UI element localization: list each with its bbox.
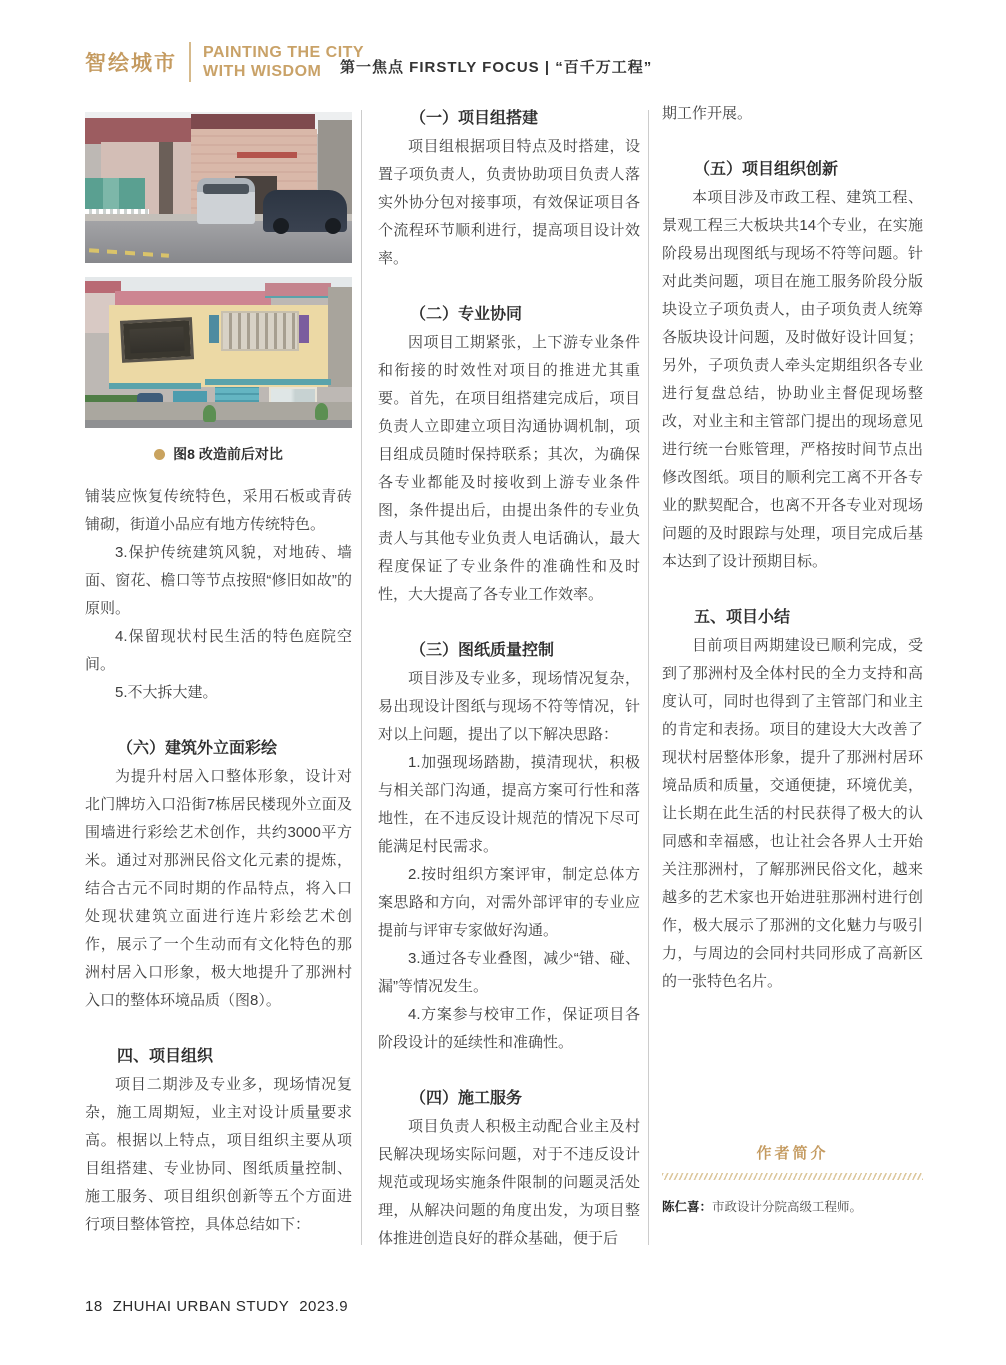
paragraph: 5.不大拆大建。 <box>115 684 218 701</box>
column-divider <box>361 110 362 1245</box>
paragraph: 项目二期涉及专业多，现场情况复杂，施工周期短，业主对设计质量要求高。根据以上特点，项目组织主要从项目组搭建、专业协同、图纸质量控制、施工服务、项目组织创新等五个方面进行项目整体管控，具体总结如下： <box>85 1076 352 1233</box>
subsection-heading: （一）项目组搭建 <box>410 110 539 127</box>
column-divider <box>648 110 649 1245</box>
section-heading: 五、项目小结 <box>694 609 791 626</box>
photo-after <box>85 277 352 428</box>
paragraph: 4.保留现状村民生活的特色庭院空间。 <box>85 628 352 673</box>
subsection-heading: （三）图纸质量控制 <box>410 642 555 659</box>
mural-photo-shape <box>221 311 299 351</box>
section-heading: 四、项目组织 <box>117 1048 214 1065</box>
figure-caption <box>85 443 352 465</box>
building-shape <box>328 287 352 387</box>
caption-bullet-icon <box>154 449 165 460</box>
paragraph: 项目涉及专业多，现场情况复杂，易出现设计图纸与现场不符等情况，针对以上问题，提出了以下解决思路： <box>378 670 640 743</box>
paragraph: 期工作开展。 <box>662 105 753 122</box>
paragraph: 3.保护传统建筑风貌，对地砖、墙面、窗花、檐口等节点按照“修旧如故”的原则。 <box>85 544 352 617</box>
column-right <box>662 100 923 1216</box>
mural-artwork-shape <box>120 317 194 363</box>
paragraph: 本项目涉及市政工程、建筑工程、景观工程三大板块共14个专业，在实施阶段易出现图纸与现场不符等问题。针对此类问题，项目在施工服务阶段分版块设立子项负责人，由子项负责人统筹各版块设计问题，及时做好设计回复；另外，子项负责人牵头定期组织各专业进行复盘总结，协助业主督促现场整改，对业主和主管部门提出的现场意见进行统一台账管理，严格按时间节点出修改图纸。项目的顺利完工离不开各专业的默契配合，也离不开各专业对现场问题的及时跟踪与处理，项目完成后基本达到了设计预期目标。 <box>662 189 923 570</box>
journal-name: ZHUHAI URBAN STUDY <box>112 1298 290 1315</box>
paragraph: 4.方案参与校审工作，保证项目各阶段设计的延续性和准确性。 <box>378 1006 640 1051</box>
author-role: 市政设计分院高级工程师。 <box>712 1200 863 1214</box>
page-footer <box>85 1298 358 1315</box>
paragraph: 铺装应恢复传统特色，采用石板或青砖铺砌，街道小品应有地方传统特色。 <box>85 488 352 533</box>
banner-shape <box>237 152 297 158</box>
painted-figure-shape <box>299 315 309 343</box>
paragraph: 3.通过各专业叠图，减少“错、碰、漏”等情况发生。 <box>378 950 640 995</box>
logo-english-line2: WITH WISDOM <box>203 63 322 80</box>
page-number: 18 <box>85 1298 103 1315</box>
subsection-heading: （六）建筑外立面彩绘 <box>117 740 278 757</box>
author-profile-title: 作者简介 <box>756 1145 829 1162</box>
column-middle <box>378 105 640 1253</box>
paragraph: 因项目工期紧张，上下游专业条件和衔接的时效性对项目的推进尤其重要。首先，在项目组搭建完成后，项目负责人立即建立项目沟通协调机制，项目组成员随时保持联系；其次，为确保各专业都能及时接收到上游专业条件图，条件提出后，由提出条件的专业负责人与其他专业负责人电话确认，最大程度保证了专业条件的准确性和及时性，大大提高了各专业工作效率。 <box>378 334 640 603</box>
section-title: 第一焦点 FIRSTLY FOCUS | “百千万工程” <box>340 59 653 76</box>
page-header <box>85 42 946 94</box>
subsection-heading: （二）专业协同 <box>410 306 523 323</box>
subsection-heading: （四）施工服务 <box>410 1090 523 1107</box>
author-bio <box>662 1198 923 1216</box>
paragraph: 1.加强现场踏勘，摸清现状，积极与相关部门沟通，提高方案可行性和落地性，在不违反设计规范的情况下尽可能满足村民需求。 <box>378 754 640 855</box>
journal-logo <box>85 42 364 82</box>
paragraph: 为提升村居入口整体形象，设计对北门牌坊入口沿街7栋居民楼现外立面及围墙进行彩绘艺术创作，共约3000平方米。通过对那洲民俗文化元素的提炼，结合古元不同时期的作品特点，将入口处现状建筑立面进行连片彩绘艺术创作，展示了一个生动而有文化特色的那洲村居入口形象，极大地提升了那洲村入口的整体环境品质（图8）。 <box>85 768 352 1009</box>
caption-text: 图8 改造前后对比 <box>173 446 283 462</box>
paragraph: 目前项目两期建设已顺利完成，受到了那洲村及全体村民的全力支持和高度认可，同时也得到了主管部门和业主的肯定和表扬。项目的建设大大改善了现状村居整体形象，提升了那洲村居环境品质和质量，交通便捷，环境优美，让长期在此生活的村民获得了极大的认同感和幸福感，也让社会各界人士开始关注那洲村，了解那洲民俗文化，越来越多的艺术家也开始进驻那洲村进行创作，极大展示了那洲的文化魅力与吸引力，与周边的会同村共同形成了高新区的一张特色名片。 <box>662 637 923 990</box>
issue-date: 2023.9 <box>299 1298 349 1315</box>
awning-shape <box>205 379 331 385</box>
mural-wall-shape <box>85 178 145 210</box>
logo-english-line1: PAINTING THE CITY <box>203 44 365 61</box>
hatch-divider <box>662 1173 923 1180</box>
paragraph: 项目组根据项目特点及时搭建，设置子项负责人，负责协助项目负责人落实外协分包对接事项，有效保证项目各个流程环节顺利进行，提高项目设计效率。 <box>378 138 640 267</box>
plant-shape <box>315 403 328 420</box>
roof-shape <box>85 118 195 144</box>
author-name: 陈仁喜： <box>662 1200 713 1214</box>
column-left <box>85 112 352 1239</box>
pavement-shape <box>85 402 352 428</box>
author-profile <box>662 1144 923 1216</box>
plant-shape <box>203 405 216 422</box>
roof-shape <box>265 283 331 298</box>
awning-shape <box>109 383 201 389</box>
photo-before <box>85 112 352 263</box>
roof-shape <box>191 114 315 129</box>
van-window-shape <box>203 184 249 194</box>
wheel-shape <box>273 218 289 234</box>
paragraph: 项目负责人积极主动配合业主及村民解决现场实际问题，对于不违反设计规范或现场实施条件限制的问题灵活处理，从解决问题的角度出发，为项目整体推进创造良好的群众基础，便于后 <box>378 1118 640 1247</box>
paragraph: 2.按时组织方案评审，制定总体方案思路和方向，对需外部评审的专业应提前与评审专家做好沟通。 <box>378 866 640 939</box>
logo-chinese: 智绘城市 <box>85 52 177 75</box>
subsection-heading: （五）项目组织创新 <box>694 161 839 178</box>
painted-figure-shape <box>209 315 219 343</box>
logo-divider <box>189 42 191 82</box>
wheel-shape <box>325 218 341 234</box>
